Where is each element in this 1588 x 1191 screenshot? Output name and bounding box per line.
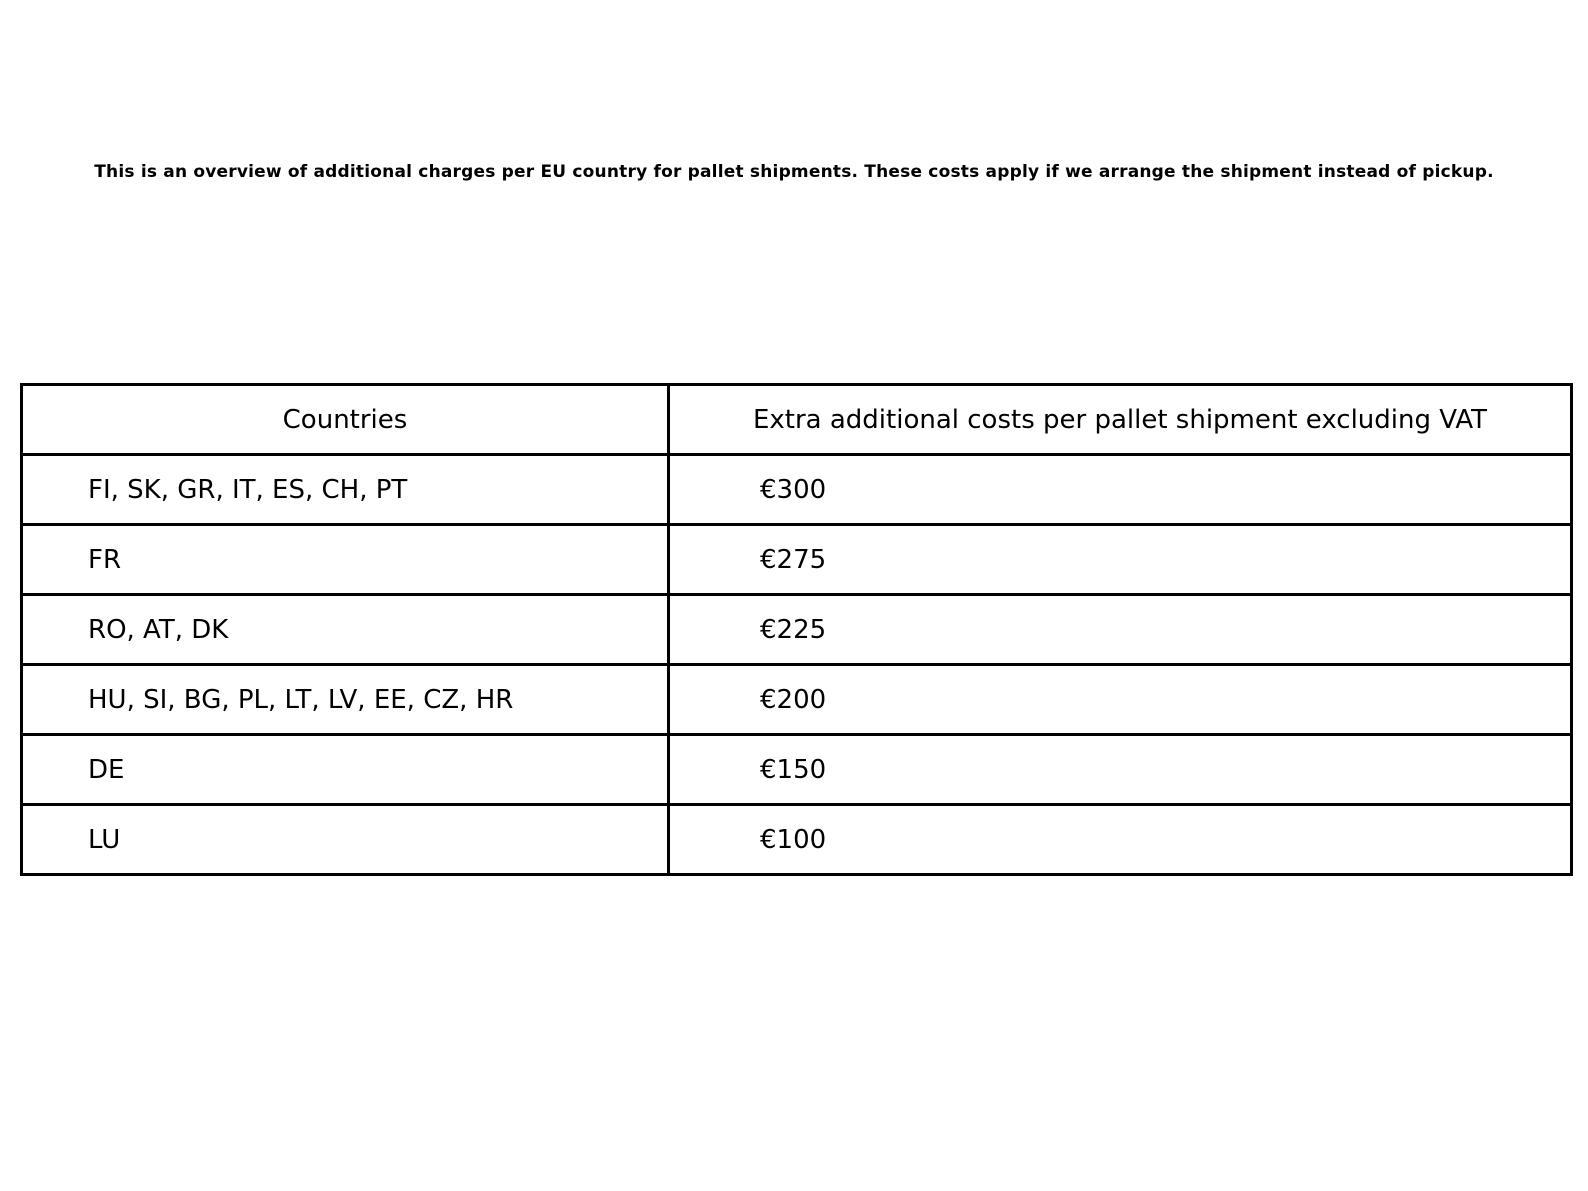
figure-title: This is an overview of additional charges per EU country for pallet shipments. These costs apply if we arrange the shipment instead of pickup.	[94, 162, 1494, 182]
cost-cell: €100	[669, 805, 1572, 875]
countries-cell: FR	[22, 525, 669, 595]
table-row	[22, 525, 1572, 595]
cost-cell: €300	[669, 455, 1572, 525]
table-row	[22, 595, 1572, 665]
cost-cell: €275	[669, 525, 1572, 595]
countries-cell: HU, SI, BG, PL, LT, LV, EE, CZ, HR	[22, 665, 669, 735]
charges-table	[20, 383, 1573, 876]
table-row	[22, 665, 1572, 735]
table-row	[22, 805, 1572, 875]
table-row	[22, 455, 1572, 525]
countries-cell: RO, AT, DK	[22, 595, 669, 665]
costs-column-header: Extra additional costs per pallet shipment excluding VAT	[669, 385, 1572, 455]
countries-cell: FI, SK, GR, IT, ES, CH, PT	[22, 455, 669, 525]
table-row	[22, 735, 1572, 805]
countries-cell: DE	[22, 735, 669, 805]
countries-cell: LU	[22, 805, 669, 875]
cost-cell: €200	[669, 665, 1572, 735]
cost-cell: €150	[669, 735, 1572, 805]
cost-cell: €225	[669, 595, 1572, 665]
table-header-row	[22, 385, 1572, 455]
countries-column-header: Countries	[22, 385, 669, 455]
